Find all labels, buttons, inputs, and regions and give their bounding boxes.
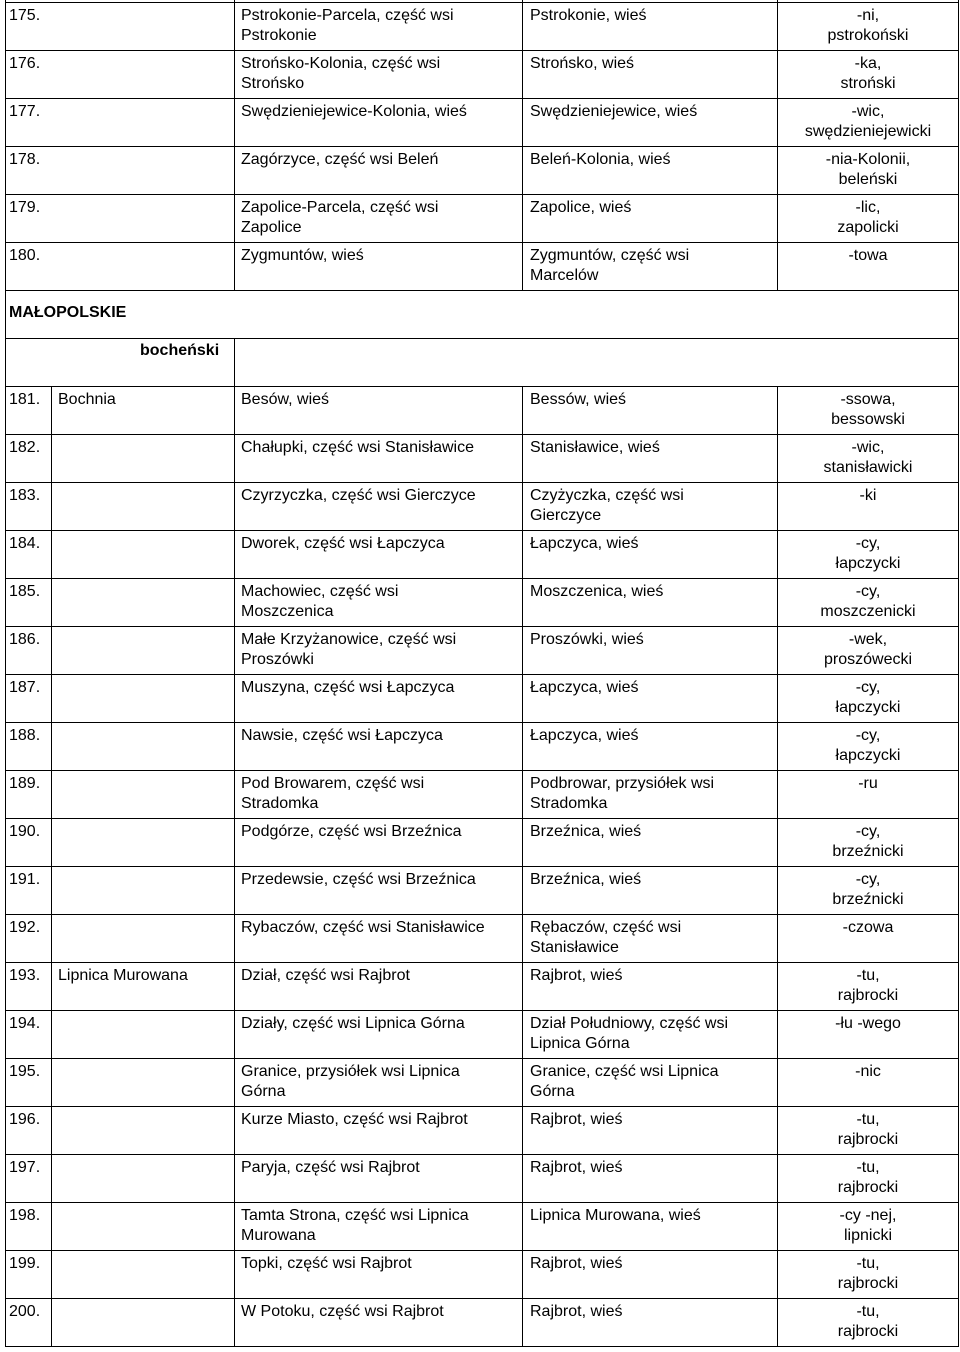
row-number: 195. [9, 1063, 41, 1080]
parent-locality: Czyżyczka, część wsi [530, 487, 684, 504]
locality-name: Strońsko-Kolonia, część wsi [241, 55, 441, 72]
inflection-suffix: -cy, [855, 871, 881, 888]
parent-locality: Proszówki, wieś [530, 631, 644, 648]
column-divider [234, 386, 235, 1347]
column-divider [234, 338, 235, 388]
locality-name: Swędzieniejewice-Kolonia, wieś [241, 103, 467, 120]
locality-name: Strońsko [241, 75, 305, 92]
inflection-suffix: -ni, [856, 7, 880, 24]
inflection-suffix: rajbrocki [837, 1275, 899, 1292]
inflection-suffix: -cy, [855, 583, 881, 600]
inflection-suffix: -cy -nej, [839, 1207, 897, 1224]
parent-locality: Rajbrot, wieś [530, 1159, 623, 1176]
row-number: 187. [9, 679, 41, 696]
locality-name: Nawsie, część wsi Łapczyca [241, 727, 443, 744]
inflection-suffix: -cy, [855, 535, 881, 552]
commune-name: Lipnica Murowana [58, 967, 188, 984]
inflection-suffix: stanisławicki [823, 459, 913, 476]
column-divider [777, 0, 778, 291]
locality-name: Kurze Miasto, część wsi Rajbrot [241, 1111, 468, 1128]
inflection-suffix: łapczycki [835, 747, 901, 764]
inflection-suffix: -wic, [851, 439, 885, 456]
inflection-suffix: -nic [855, 1063, 881, 1080]
locality-name: Muszyna, część wsi Łapczyca [241, 679, 455, 696]
locality-name: Czyrzyczka, część wsi Gierczyce [241, 487, 476, 504]
locality-name: Tamta Strona, część wsi Lipnica [241, 1207, 469, 1224]
row-number: 176. [9, 55, 41, 72]
locality-name: Dworek, część wsi Łapczyca [241, 535, 445, 552]
inflection-suffix: -cy, [855, 727, 881, 744]
row-number: 191. [9, 871, 41, 888]
locality-name: Przedewsie, część wsi Brzeźnica [241, 871, 476, 888]
row-number: 189. [9, 775, 41, 792]
locality-name: W Potoku, część wsi Rajbrot [241, 1303, 444, 1320]
column-divider [522, 386, 523, 1347]
row-number: 177. [9, 103, 41, 120]
inflection-suffix: -ka, [854, 55, 882, 72]
locality-name: Chałupki, część wsi Stanisławice [241, 439, 474, 456]
row-number: 199. [9, 1255, 41, 1272]
parent-locality: Lipnica Murowana, wieś [530, 1207, 701, 1224]
row-divider [5, 1346, 958, 1347]
locality-name: Działy, część wsi Lipnica Górna [241, 1015, 465, 1032]
row-divider [5, 626, 958, 627]
parent-locality: Pstrokonie, wieś [530, 7, 647, 24]
row-divider [5, 242, 958, 243]
row-number: 194. [9, 1015, 41, 1032]
parent-locality: Zygmuntów, część wsi [530, 247, 690, 264]
parent-locality: Stanisławice [530, 939, 619, 956]
inflection-suffix: -wic, [851, 103, 885, 120]
parent-locality: Marcelów [530, 267, 599, 284]
row-number: 192. [9, 919, 41, 936]
inflection-suffix: proszówecki [823, 651, 913, 668]
inflection-suffix: -tu, [856, 1159, 880, 1176]
inflection-suffix: lipnicki [843, 1227, 892, 1244]
row-divider [5, 290, 958, 291]
parent-locality: Swędzieniejewice, wieś [530, 103, 698, 120]
locality-name: Pstrokonie [241, 27, 317, 44]
row-number: 184. [9, 535, 41, 552]
parent-locality: Brzeźnica, wieś [530, 871, 642, 888]
locality-name: Besów, wieś [241, 391, 330, 408]
inflection-suffix: brzeźnicki [832, 843, 904, 860]
parent-locality: Podbrowar, przysiółek wsi [530, 775, 715, 792]
column-divider [958, 386, 959, 1347]
inflection-suffix: bessowski [831, 411, 905, 428]
inflection-suffix: -łu -wego [835, 1015, 901, 1032]
locality-name: Małe Krzyżanowice, część wsi [241, 631, 457, 648]
inflection-suffix: pstrokoński [827, 27, 909, 44]
column-divider [958, 290, 959, 388]
inflection-suffix: zapolicki [837, 219, 899, 236]
locality-name: Podgórze, część wsi Brzeźnica [241, 823, 462, 840]
parent-locality: Moszczenica, wieś [530, 583, 664, 600]
row-number: 190. [9, 823, 41, 840]
inflection-suffix: -lic, [855, 199, 881, 216]
row-number: 198. [9, 1207, 41, 1224]
parent-locality: Łapczyca, wieś [530, 727, 639, 744]
locality-name: Topki, część wsi Rajbrot [241, 1255, 412, 1272]
row-divider [5, 1202, 958, 1203]
row-number: 182. [9, 439, 41, 456]
row-divider [5, 2, 958, 3]
inflection-suffix: -tu, [856, 967, 880, 984]
inflection-suffix: -towa [848, 247, 888, 264]
row-number: 180. [9, 247, 41, 264]
inflection-suffix: -cy, [855, 823, 881, 840]
row-divider [5, 194, 958, 195]
row-divider [5, 914, 958, 915]
parent-locality: Beleń-Kolonia, wieś [530, 151, 671, 168]
column-divider [234, 0, 235, 291]
parent-locality: Rajbrot, wieś [530, 1111, 623, 1128]
parent-locality: Łapczyca, wieś [530, 679, 639, 696]
parent-locality: Brzeźnica, wieś [530, 823, 642, 840]
inflection-suffix: łapczycki [835, 555, 901, 572]
row-divider [5, 866, 958, 867]
inflection-suffix: -tu, [856, 1111, 880, 1128]
parent-locality: Górna [530, 1083, 575, 1100]
column-divider [5, 290, 6, 388]
locality-name: Zagórzyce, część wsi Beleń [241, 151, 439, 168]
locality-name: Paryja, część wsi Rajbrot [241, 1159, 420, 1176]
row-divider [5, 578, 958, 579]
column-divider [51, 386, 52, 1347]
inflection-suffix: -ru [858, 775, 878, 792]
parent-locality: Granice, część wsi Lipnica [530, 1063, 719, 1080]
inflection-suffix: -tu, [856, 1255, 880, 1272]
parent-locality: Gierczyce [530, 507, 602, 524]
row-divider [5, 482, 958, 483]
inflection-suffix: -cy, [855, 679, 881, 696]
parent-locality: Rajbrot, wieś [530, 1303, 623, 1320]
column-divider [958, 0, 959, 291]
row-divider [5, 770, 958, 771]
inflection-suffix: -tu, [856, 1303, 880, 1320]
row-divider [5, 386, 958, 387]
inflection-suffix: -ki [859, 487, 877, 504]
row-number: 186. [9, 631, 41, 648]
row-number: 200. [9, 1303, 41, 1320]
inflection-suffix: rajbrocki [837, 1131, 899, 1148]
row-divider [5, 50, 958, 51]
row-divider [5, 1106, 958, 1107]
locality-name: Zapolice [241, 219, 302, 236]
column-divider [777, 386, 778, 1347]
row-divider [5, 1298, 958, 1299]
column-divider [522, 0, 523, 291]
inflection-suffix: -ssowa, [840, 391, 896, 408]
row-divider [5, 434, 958, 435]
row-number: 183. [9, 487, 41, 504]
row-number: 196. [9, 1111, 41, 1128]
locality-name: Pstrokonie-Parcela, część wsi [241, 7, 454, 24]
parent-locality: Rajbrot, wieś [530, 1255, 623, 1272]
inflection-suffix: -wek, [848, 631, 888, 648]
parent-locality: Zapolice, wieś [530, 199, 632, 216]
parent-locality: Strońsko, wieś [530, 55, 635, 72]
row-number: 181. [9, 391, 41, 408]
locality-name: Rybaczów, część wsi Stanisławice [241, 919, 485, 936]
row-number: 178. [9, 151, 41, 168]
inflection-suffix: brzeźnicki [832, 891, 904, 908]
locality-name: Murowana [241, 1227, 316, 1244]
inflection-suffix: rajbrocki [837, 1323, 899, 1340]
voivodeship-heading: MAŁOPOLSKIE [9, 304, 127, 321]
row-number: 193. [9, 967, 41, 984]
parent-locality: Bessów, wieś [530, 391, 627, 408]
inflection-suffix: stroński [840, 75, 896, 92]
row-number: 197. [9, 1159, 41, 1176]
inflection-suffix: swędzieniejewicki [804, 123, 932, 140]
locality-name: Pod Browarem, część wsi [241, 775, 425, 792]
row-divider [5, 338, 958, 339]
locality-name: Zapolice-Parcela, część wsi [241, 199, 439, 216]
parent-locality: Lipnica Górna [530, 1035, 630, 1052]
parent-locality: Stradomka [530, 795, 608, 812]
row-number: 185. [9, 583, 41, 600]
commune-name: Bochnia [58, 391, 116, 408]
parent-locality: Rajbrot, wieś [530, 967, 623, 984]
parent-locality: Łapczyca, wieś [530, 535, 639, 552]
inflection-suffix: -czowa [842, 919, 894, 936]
locality-name: Machowiec, część wsi [241, 583, 399, 600]
locality-name: Proszówki [241, 651, 314, 668]
row-divider [5, 146, 958, 147]
row-divider [5, 962, 958, 963]
row-divider [5, 98, 958, 99]
inflection-suffix: -nia-Kolonii, [825, 151, 911, 168]
inflection-suffix: rajbrocki [837, 987, 899, 1004]
locality-name: Dział, część wsi Rajbrot [241, 967, 410, 984]
row-divider [5, 1058, 958, 1059]
row-divider [5, 530, 958, 531]
row-divider [5, 818, 958, 819]
locality-name: Stradomka [241, 795, 319, 812]
row-number: 175. [9, 7, 41, 24]
locality-name: Górna [241, 1083, 286, 1100]
row-divider [5, 674, 958, 675]
parent-locality: Dział Południowy, część wsi [530, 1015, 728, 1032]
inflection-suffix: łapczycki [835, 699, 901, 716]
parent-locality: Rębaczów, część wsi [530, 919, 682, 936]
row-divider [5, 1250, 958, 1251]
locality-name: Zygmuntów, wieś [241, 247, 364, 264]
row-divider [5, 722, 958, 723]
inflection-suffix: moszczenicki [820, 603, 916, 620]
column-divider [5, 386, 6, 1347]
column-divider [5, 0, 6, 291]
locality-name: Moszczenica [241, 603, 334, 620]
row-divider [5, 1010, 958, 1011]
inflection-suffix: rajbrocki [837, 1179, 899, 1196]
inflection-suffix: beleński [838, 171, 898, 188]
district-heading: bocheński [140, 342, 220, 359]
locality-name: Granice, przysiółek wsi Lipnica [241, 1063, 460, 1080]
row-divider [5, 1154, 958, 1155]
row-number: 188. [9, 727, 41, 744]
row-number: 179. [9, 199, 41, 216]
parent-locality: Stanisławice, wieś [530, 439, 660, 456]
